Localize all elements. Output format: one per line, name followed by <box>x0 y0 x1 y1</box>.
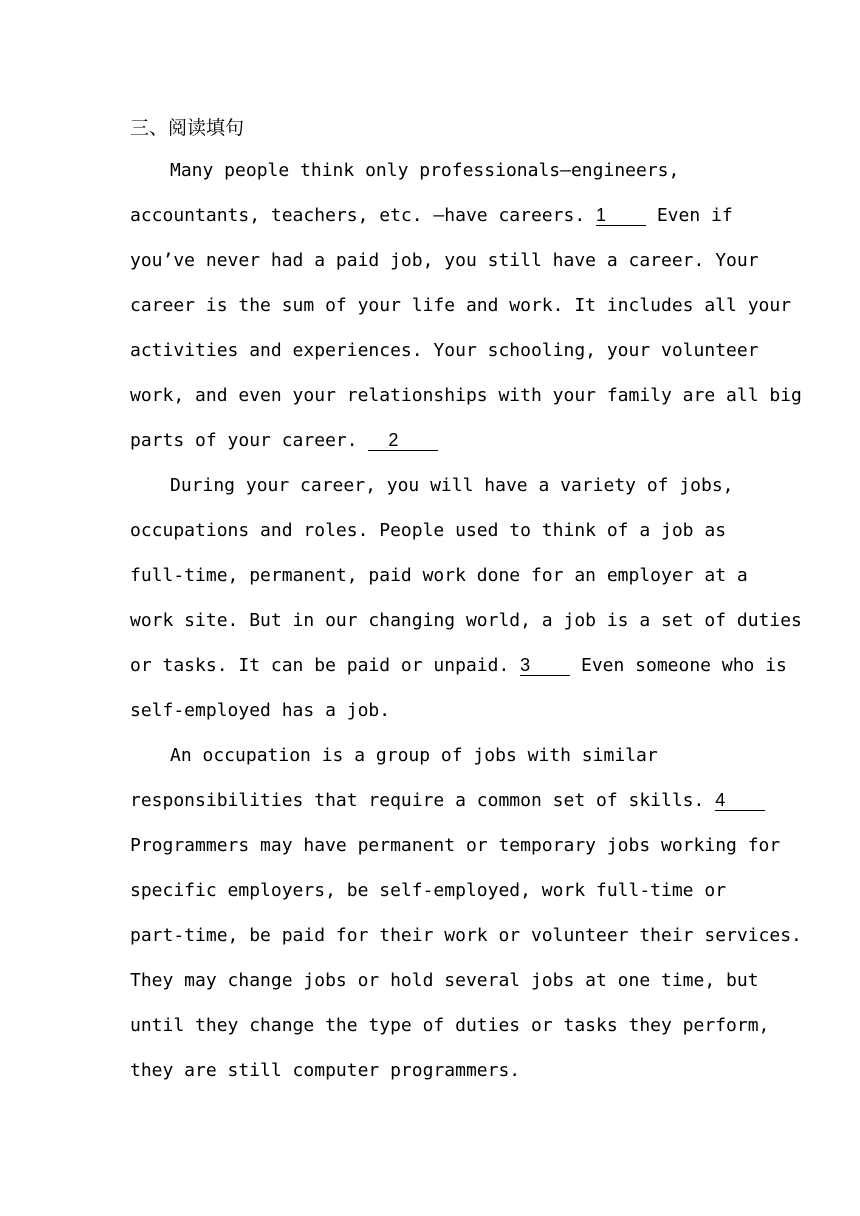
text-line: They may change jobs or hold several jobs at one time, but <box>130 970 759 991</box>
text-line <box>130 643 787 688</box>
blank-3: 3 <box>520 655 570 676</box>
text-line: until they change the type of duties or tasks they perform, <box>130 1015 770 1036</box>
text-line-before: responsibilities that require a common set of skills. <box>130 790 716 811</box>
text-line: During your career, you will have a variety of jobs, <box>170 475 734 496</box>
text-line: activities and experiences. Your schooling, your volunteer <box>130 340 759 361</box>
blank-2: 2 <box>368 430 438 451</box>
text-line: you’ve never had a paid job, you still have a career. Your <box>130 250 759 271</box>
blank-4: 4 <box>715 790 765 811</box>
text-line: Many people think only professionals—engineers, <box>170 160 680 181</box>
text-line: work site. But in our changing world, a job is a set of duties <box>130 610 802 631</box>
text-line: self-employed has a job. <box>130 700 391 721</box>
text-line <box>130 418 732 463</box>
document-page <box>130 108 802 1093</box>
text-line-before: or tasks. It can be paid or unpaid. <box>130 655 521 676</box>
text-line-before: parts of your career. <box>130 430 369 451</box>
text-line: career is the sum of your life and work. It includes all your <box>130 295 792 316</box>
text-line-after: Even someone who is <box>570 655 787 676</box>
text-line: Programmers may have permanent or temporary jobs working for <box>130 835 781 856</box>
paragraph-3 <box>130 733 802 1093</box>
paragraph-1 <box>130 148 802 463</box>
text-line-after: Even if <box>646 205 733 226</box>
text-line <box>130 778 732 823</box>
text-line: occupations and roles. People used to think of a job as <box>130 520 727 541</box>
text-line: part-time, be paid for their work or volunteer their services. <box>130 925 802 946</box>
text-line: full-time, permanent, paid work done for an employer at a <box>130 565 748 586</box>
text-line: specific employers, be self-employed, work full-time or <box>130 880 727 901</box>
section-title: 三、阅读填句 <box>130 117 245 139</box>
text-line-before: accountants, teachers, etc. —have careers. <box>130 205 596 226</box>
paragraph-2 <box>130 463 802 733</box>
text-line <box>130 193 732 238</box>
blank-1: 1 <box>596 205 646 226</box>
text-line: work, and even your relationships with your family are all big <box>130 385 802 406</box>
text-line: An occupation is a group of jobs with similar <box>170 745 658 766</box>
text-line: they are still computer programmers. <box>130 1060 521 1081</box>
